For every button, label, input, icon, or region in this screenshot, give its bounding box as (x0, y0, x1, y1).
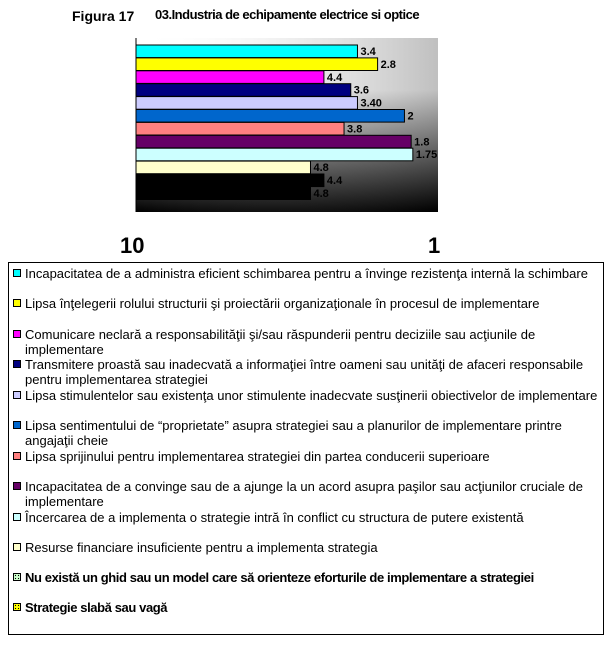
legend (8, 262, 604, 635)
bar-chart (0, 0, 611, 262)
legend-item (13, 510, 599, 525)
legend-item (13, 296, 599, 311)
bar-value-label: 1.75 (415, 149, 438, 162)
bar (136, 122, 344, 135)
legend-label: Incapacitatea de a administra eficient schimbarea pentru a învinge rezistenţa internă la schimbare (25, 266, 588, 281)
legend-label: Comunicare neclară a responsabilităţii şi/sau răspunderii pentru deciziile sau acţiunile de implementare (25, 327, 536, 357)
chart-title: 03.Industria de echipamente electrice si optice (155, 7, 420, 22)
x-axis-end-left: 10 (120, 233, 145, 258)
bar-value-label: 3.4 (360, 46, 376, 58)
bar (136, 161, 310, 174)
legend-item (13, 570, 599, 585)
legend-item (13, 327, 599, 357)
legend-label: Nu există un ghid sau un model care să orienteze eforturile de implementare a strategiei (25, 570, 534, 585)
legend-label: Lipsa sprijinului pentru implementarea strategiei din partea conducerii superioare (25, 449, 490, 464)
legend-swatch (13, 330, 21, 338)
x-axis-end-right: 1 (428, 233, 441, 258)
bar (136, 174, 324, 187)
bar (136, 187, 310, 200)
legend-swatch (13, 573, 21, 581)
bar (136, 97, 357, 110)
legend-item (13, 600, 599, 615)
legend-swatch (13, 603, 21, 611)
legend-label: Transmitere proastă sau inadecvată a informaţiei între oameni sau unităţi de afaceri responsabile pentru implementarea strategiei (25, 357, 584, 387)
bar (136, 71, 324, 84)
bar-value-label: 2.8 (380, 58, 396, 71)
bar (136, 110, 404, 123)
bar (136, 58, 378, 71)
bar (136, 135, 411, 148)
bar (136, 45, 357, 58)
legend-swatch (13, 269, 21, 277)
legend-swatch (13, 513, 21, 521)
bar-value-label: 1.8 (414, 136, 430, 149)
bar (136, 148, 413, 161)
legend-swatch (13, 360, 21, 368)
bar-value-label: 4.4 (326, 71, 343, 84)
legend-item (13, 540, 599, 555)
bar-value-label: 3.40 (360, 97, 382, 110)
legend-item (13, 266, 599, 281)
legend-label: Strategie slabă sau vagă (25, 600, 168, 615)
legend-swatch (13, 543, 21, 551)
legend-label: Lipsa înţelegerii rolului structurii şi proiectării organizaţionale în procesul de implementare (25, 296, 540, 311)
bar-value-label: 2 (407, 110, 414, 123)
legend-label: Lipsa sentimentului de “proprietate” asupra strategiei sau a planurilor de implementare printre angajaţii cheie (25, 418, 562, 448)
legend-swatch (13, 391, 21, 399)
legend-swatch (13, 421, 21, 429)
bar-value-label: 3.6 (353, 84, 370, 97)
figure-label: Figura 17 (72, 8, 135, 24)
legend-swatch (13, 482, 21, 490)
bar-value-label: 4.8 (313, 187, 329, 200)
bar (136, 84, 351, 97)
legend-label: Lipsa stimulentelor sau existenţa unor stimulente inadecvate susţinerii obiectivelor de implementare (25, 388, 598, 403)
legend-label: Incapacitatea de a convinge sau de a ajunge la un acord asupra paşilor sau acţiunilor cruciale de implementare (25, 479, 583, 509)
legend-item (13, 449, 599, 464)
legend-swatch (13, 299, 21, 307)
legend-swatch (13, 452, 21, 460)
legend-label: Încercarea de a implementa o strategie intră în conflict cu structura de putere existentă (25, 510, 524, 525)
bar-value-label: 4.4 (326, 175, 343, 187)
legend-item (13, 357, 599, 387)
bar-value-label: 4.8 (313, 162, 329, 175)
legend-item (13, 479, 599, 509)
bar-value-label: 3.8 (347, 123, 363, 136)
legend-item (13, 418, 599, 448)
legend-label: Resurse financiare insuficiente pentru a implementa strategia (25, 540, 378, 555)
legend-item (13, 388, 599, 403)
